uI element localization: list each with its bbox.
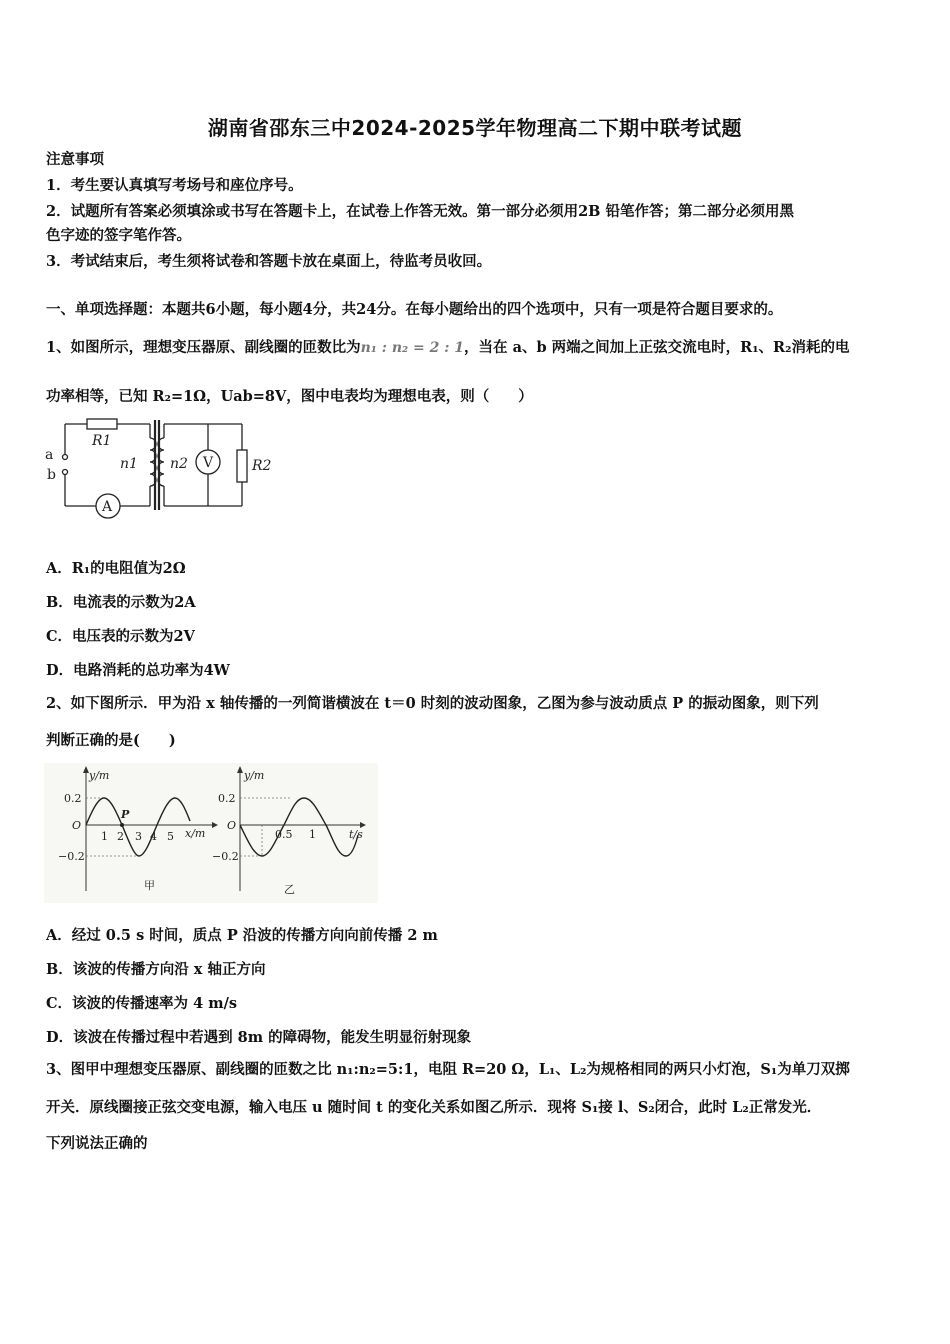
- fig-a-tick-3: 3: [135, 830, 142, 843]
- fig-a-tick-4: 4: [150, 830, 157, 843]
- q1-turns-ratio: n₁ : n₂ = 2 : 1: [360, 340, 465, 356]
- fig-b-tick-1: 1: [309, 828, 316, 841]
- fig-b-ypos: 0.2: [218, 792, 236, 805]
- notice-item-3: 3．考试结束后，考生须将试卷和答题卡放在桌面上，待监考员收回。: [46, 253, 492, 270]
- fig-a-xlabel: x/m: [185, 827, 206, 840]
- fig-b-xlabel: t/s: [349, 828, 363, 841]
- notice-heading: 注意事项: [46, 151, 104, 168]
- q2-option-b: B．该波的传播方向沿 x 轴正方向: [46, 961, 266, 978]
- fig-b-tick-05: 0.5: [275, 828, 293, 841]
- q1-option-b: B．电流表的示数为2A: [46, 594, 196, 611]
- fig-a-tick-5: 5: [167, 830, 174, 843]
- fig-a-caption: 甲: [144, 879, 155, 892]
- q3-stem-line1: 3、图甲中理想变压器原、副线圈的匝数之比 n₁:n₂=5:1，电阻 R=20 Ω，L₁、L₂为规格相同的两只小灯泡，S₁为单刀双掷: [46, 1061, 850, 1078]
- q1-option-c: C．电压表的示数为2V: [46, 628, 195, 645]
- q1-stem-part2: ，当在 a、b 两端之间加上正弦交流电时，R₁、R₂消耗的电: [464, 339, 850, 356]
- notice-item-1: 1．考生要认真填写考场号和座位序号。: [46, 177, 303, 194]
- label-n2: n2: [170, 456, 188, 472]
- fig-a-yneg: −0.2: [58, 850, 85, 863]
- fig-a-point-P: P: [121, 808, 130, 821]
- q1-stem-part1: 1、如图所示，理想变压器原、副线圈的匝数比为: [46, 339, 361, 356]
- q2-stem-line2: 判断正确的是( ): [46, 732, 176, 749]
- fig-a-ypos: 0.2: [64, 792, 82, 805]
- q1-stem-line1: [46, 338, 849, 358]
- label-V: V: [203, 455, 214, 471]
- label-A: A: [102, 499, 113, 515]
- label-n1: n1: [120, 456, 138, 472]
- notice-item-2-cont: 色字迹的签字笔作答。: [46, 227, 191, 244]
- label-R1: R1: [92, 433, 112, 449]
- notice-item-2: 2．试题所有答案必须填涂或书写在答题卡上，在试卷上作答无效。第一部分必须用2B 铅笔作答；第二部分必须用黑: [46, 203, 794, 220]
- q2-option-d: D．该波在传播过程中若遇到 8m 的障碍物，能发生明显衍射现象: [46, 1029, 472, 1046]
- label-a: a: [45, 447, 54, 463]
- fig-a-tick-1: 1: [101, 830, 108, 843]
- label-b: b: [47, 467, 56, 483]
- fig-b-ylabel: y/m: [244, 769, 265, 782]
- fig-b-origin: O: [227, 819, 237, 832]
- q2-stem-line1: 2、如下图所示．甲为沿 x 轴传播的一列简谐横波在 t＝0 时刻的波动图象，乙图为参与波动质点 P 的振动图象，则下列: [46, 695, 819, 712]
- q2-wave-figures: [44, 763, 378, 903]
- q1-circuit-figure: [42, 412, 282, 522]
- page-title: 湖南省邵东三中2024-2025学年物理高二下期中联考试题: [207, 116, 743, 140]
- fig-a-ylabel: y/m: [89, 769, 110, 782]
- q3-stem-line2: 开关．原线圈接正弦交变电源，输入电压 u 随时间 t 的变化关系如图乙所示．现将 S₁接 l、S₂闭合，此时 L₂正常发光．: [46, 1099, 822, 1116]
- q1-option-d: D．电路消耗的总功率为4W: [46, 662, 230, 679]
- fig-b-caption: 乙: [284, 883, 295, 896]
- fig-b-yneg: −0.2: [212, 850, 239, 863]
- q2-option-c: C．该波的传播速率为 4 m/s: [46, 995, 238, 1012]
- fig-a-tick-2: 2: [117, 830, 124, 843]
- section-heading: 一、单项选择题：本题共6小题，每小题4分，共24分。在每小题给出的四个选项中，只有一项是符合题目要求的。: [46, 301, 783, 318]
- q2-option-a: A．经过 0.5 s 时间，质点 P 沿波的传播方向向前传播 2 m: [46, 927, 438, 944]
- q3-stem-line3: 下列说法正确的: [46, 1135, 148, 1152]
- fig-a-origin: O: [72, 819, 82, 832]
- label-R2: R2: [252, 458, 272, 474]
- q1-stem-line2: 功率相等，已知 R₂=1Ω，Uab=8V，图中电表均为理想电表，则（ ）: [46, 388, 533, 405]
- q1-option-a: A．R₁的电阻值为2Ω: [46, 560, 186, 577]
